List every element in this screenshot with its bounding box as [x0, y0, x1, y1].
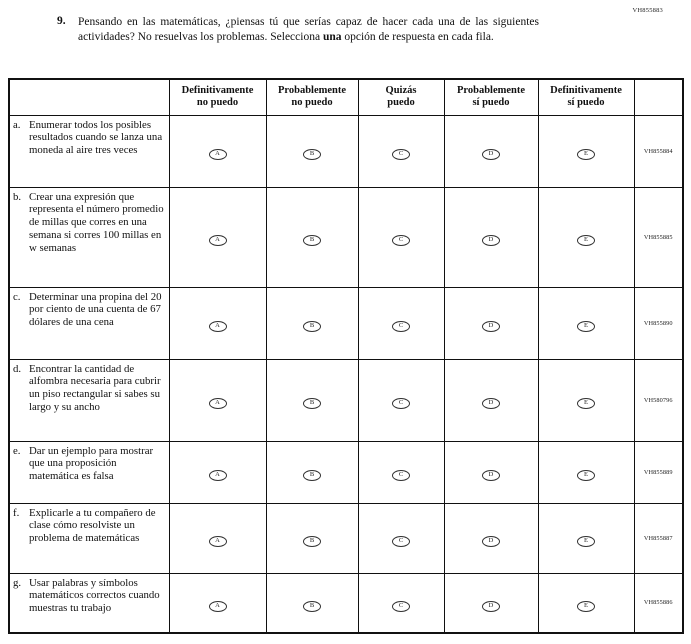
- row-item-code: VH855886: [634, 573, 683, 633]
- response-table-wrap: [8, 78, 684, 634]
- row-activity-text: Crear una expresión que representa el número promedio de millas que corres en una semana si corres 100 millas en w semanas: [29, 190, 164, 255]
- response-bubble-b[interactable]: B: [303, 235, 321, 246]
- response-bubble-c[interactable]: C: [392, 321, 410, 332]
- header-maybe-can: [358, 79, 444, 115]
- response-bubble-d[interactable]: D: [482, 321, 500, 332]
- header-code-cell: [634, 79, 683, 115]
- table-row: [9, 573, 683, 633]
- response-bubble-a[interactable]: A: [209, 321, 227, 332]
- header-line: no puedo: [291, 97, 333, 109]
- response-bubble-a[interactable]: A: [209, 601, 227, 612]
- header-line: Definitivamente: [550, 85, 622, 97]
- header-probably-cannot: [266, 79, 358, 115]
- response-bubble-c[interactable]: C: [392, 149, 410, 160]
- question-text-bold: una: [322, 30, 342, 43]
- response-bubble-c[interactable]: C: [392, 235, 410, 246]
- response-bubble-b[interactable]: B: [303, 149, 321, 160]
- response-bubble-a[interactable]: A: [209, 235, 227, 246]
- response-bubble-e[interactable]: E: [577, 235, 595, 246]
- header-row: [9, 79, 683, 115]
- header-definitely-cannot: [169, 79, 266, 115]
- question-text-before: Pensando en las matemáticas, ¿piensas tú que serías capaz de hacer cada una de las siguientes actividades? No resuelvas los problemas. Selecciona: [78, 16, 539, 43]
- row-letter: c.: [13, 290, 21, 303]
- table-row: [9, 503, 683, 573]
- response-bubble-d[interactable]: D: [482, 470, 500, 481]
- table-row: [9, 287, 683, 359]
- response-bubble-e[interactable]: E: [577, 321, 595, 332]
- table-row: [9, 441, 683, 503]
- header-line: Probablemente: [277, 85, 347, 97]
- row-letter: d.: [13, 362, 22, 375]
- row-activity-text: Usar palabras y símbolos matemáticos correctos cuando muestras tu trabajo: [29, 576, 160, 615]
- response-table: [8, 78, 684, 634]
- response-bubble-c[interactable]: C: [392, 601, 410, 612]
- row-activity-text: Enumerar todos los posibles resultados cuando se lanza una moneda al aire tres veces: [29, 118, 163, 157]
- response-bubble-a[interactable]: A: [209, 470, 227, 481]
- response-bubble-e[interactable]: E: [577, 536, 595, 547]
- table-row: [9, 187, 683, 287]
- response-bubble-d[interactable]: D: [482, 235, 500, 246]
- response-bubble-b[interactable]: B: [303, 536, 321, 547]
- row-item-code: VH580796: [634, 359, 683, 441]
- response-bubble-a[interactable]: A: [209, 149, 227, 160]
- header-empty-cell: [9, 79, 169, 115]
- response-bubble-e[interactable]: E: [577, 149, 595, 160]
- header-probably-can: [444, 79, 538, 115]
- response-bubble-c[interactable]: C: [392, 470, 410, 481]
- header-line: Quizás: [385, 85, 417, 97]
- table-row: [9, 359, 683, 441]
- page-accession-code: VH855883: [632, 7, 663, 14]
- question-block: [57, 15, 539, 44]
- question-number: 9.: [57, 15, 66, 27]
- header-line: sí puedo: [567, 97, 605, 109]
- response-bubble-c[interactable]: C: [392, 398, 410, 409]
- row-activity-text: Determinar una propina del 20 por ciento de una cuenta de 67 dólares de una cena: [29, 290, 162, 329]
- header-line: puedo: [387, 97, 415, 109]
- row-activity-text: Encontrar la cantidad de alfombra necesaria para cubrir un piso rectangular si sabes su largo y su ancho: [29, 362, 161, 414]
- row-letter: a.: [13, 118, 21, 131]
- header-line: sí puedo: [472, 97, 510, 109]
- row-item-code: VH855884: [634, 115, 683, 187]
- row-activity-text: Explicarle a tu compañero de clase cómo resolviste un problema de matemáticas: [29, 506, 156, 545]
- row-letter: f.: [13, 506, 20, 519]
- header-line: no puedo: [196, 97, 239, 109]
- response-bubble-e[interactable]: E: [577, 398, 595, 409]
- response-bubble-b[interactable]: B: [303, 601, 321, 612]
- row-letter: b.: [13, 190, 22, 203]
- question-text-after: opción de respuesta en cada fila.: [341, 30, 494, 43]
- response-bubble-b[interactable]: B: [303, 398, 321, 409]
- row-item-code: VH855890: [634, 287, 683, 359]
- row-item-code: VH855885: [634, 187, 683, 287]
- header-definitely-can: [538, 79, 634, 115]
- row-activity-text: Dar un ejemplo para mostrar que una proposición matemática es falsa: [29, 444, 154, 483]
- row-letter: g.: [13, 576, 22, 589]
- row-letter: e.: [13, 444, 21, 457]
- row-item-code: VH855887: [634, 503, 683, 573]
- row-item-code: VH855889: [634, 441, 683, 503]
- response-bubble-e[interactable]: E: [577, 470, 595, 481]
- response-bubble-a[interactable]: A: [209, 536, 227, 547]
- header-line: Probablemente: [456, 85, 526, 97]
- question-text: [78, 15, 539, 44]
- response-bubble-b[interactable]: B: [303, 470, 321, 481]
- response-bubble-d[interactable]: D: [482, 149, 500, 160]
- header-line: Definitivamente: [181, 85, 254, 97]
- response-bubble-e[interactable]: E: [577, 601, 595, 612]
- response-bubble-d[interactable]: D: [482, 601, 500, 612]
- response-bubble-b[interactable]: B: [303, 321, 321, 332]
- response-bubble-d[interactable]: D: [482, 536, 500, 547]
- table-row: [9, 115, 683, 187]
- response-bubble-a[interactable]: A: [209, 398, 227, 409]
- response-bubble-c[interactable]: C: [392, 536, 410, 547]
- response-bubble-d[interactable]: D: [482, 398, 500, 409]
